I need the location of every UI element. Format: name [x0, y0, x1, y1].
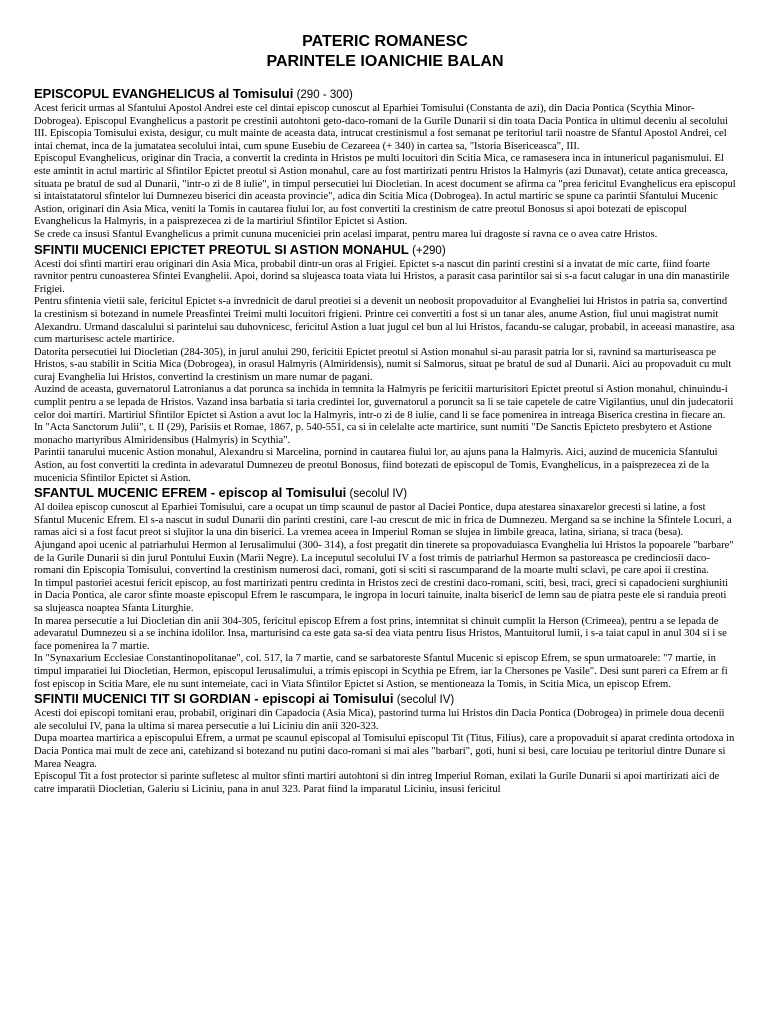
paragraph: Acest fericit urmas al Sfantului Apostol Andrei este cel dintai episcop cunoscut al Eparhiei Tomisului (Constanta de azi), din Dacia Pontica (Scythia Minor-Dobrogea). Episcopul Evanghelicus a pastorit pe crestinii autohtoni geto-daco-romani de la Gurile Dunarii si din toata Dacia Pontica in ultimul deceniu al secolului III. Episcopia Tomisului exista, desigur, cu mult mainte de aceasta data, intrucat crestinismul a fost semanat pe teritoriul tarii noastre de Sfantul Apostol Andrei, cel intai chemat, inca de la jumatatea secolului intai, cum spune Eusebiu de Cezareea (+ 340) in cartea sa, "Istoria Bisericeasca", III.	[34, 103, 728, 152]
paragraph: Episcopul Evanghelicus, originar din Tracia, a convertit la credinta in Hristos pe multi locuitori din Scitia Mica, ce ramasesera inca in intunericul paganismului. El este amintit in actul martiric al Sfintilor Epictet preotul si Astion monahul, care au fost martirizati pentru Hristos la Halmyris (azi Dunavat), cetate antica greceasca, situata pe bratul de sud al Dunarii, "intr-o zi de 8 iulie", in timpul persecutiei lui Diocletian. In acest document se afirma ca "prea fericitul Evanghelicus era episcopul si intaistatatorul sfintelor lui Dumnezeu biserici din aceasta provincie", adica din Scitia Mica (Dobrogea). In actul martiric se spune ca parintii Sfantului Mucenic Astion, originari din Asia Mica, veniti la Tomis in cautarea fiului lor, au fost convertiti la crestinism de catre preotul Bonosus si apoi botezati de episcopul Evanghelicus la Halmyris, in a paisprezecea zi de la martiriul Sfintilor Epictet si Astion.	[34, 153, 736, 228]
paragraph: Se crede ca insusi Sfantul Evanghelicus a primit cununa muceniciei prin acelasi imparat, pentru marea lui dragoste si ravna ce o avea catre Hristos.	[34, 228, 658, 240]
document-body	[34, 86, 736, 796]
document-title: PATERIC ROMANESC	[302, 33, 468, 50]
section-heading-title: SFINTII MUCENICI EPICTET PREOTUL SI ASTION MONAHUL	[34, 241, 409, 257]
section-heading-title: EPISCOPUL EVANGHELICUS al Tomisului	[34, 86, 294, 101]
section-heading-date: (290 - 300)	[296, 89, 353, 101]
section-heading-title: SFINTII MUCENICI TIT SI GORDIAN - episcopi ai Tomisului	[34, 691, 394, 707]
section-heading-date: (secolul IV)	[396, 694, 455, 707]
paragraph: Acesti doi sfinti martiri erau originari din Asia Mica, probabil dintr-un oras al Frigiei. Epictet s-a nascut din parinti crestini si a invatat de mic carte, fiind foarte ravnitor pentru cunoasterea Sfintei Evanghelii. Apoi, dorind sa slujeasca toata viata lui Hristos, a parasit casa parintilor sai si s-a facut calugar in una din manastirile Frigiei.	[34, 258, 730, 295]
section-heading	[34, 691, 736, 708]
section-heading	[34, 485, 736, 502]
section	[34, 691, 736, 796]
paragraph: Datorita persecutiei lui Diocletian (284-305), in jurul anului 290, fericitii Epictet preotul si Astion monahul si-au parasit patria lor si, ravnind sa marturiseasca pe Hristos, s-au stabilit in Scitia Mica (Dobrogea), in orasul Halmyris (Almiridensis), numit si Salmorus, situat pe bratul de sud al Dunarii. Aici au propovaduit cu mult curaj Evanghelia lui Hristos, convertind la crestinism un mare numar de pagani.	[34, 346, 732, 383]
paragraph: Auzind de aceasta, guvernatorul Latronianus a dat porunca sa inchida in temnita la Halmyris pe fericitii marturisitori Epictet preotul si Astion monahul, chinuindu-i cumplit pentru a se lepada de Hristos. Vazand insa barbatia si taria credintei lor, guvernatorul a poruncit sa li se taie capetele de catre Vigilantius, unul din judecatorii celor doi martiri. Martiriul Sfintilor Epictet si Astion a avut loc la Halmyris, intr-o zi de 8 iulie, cand li se face pomenirea in intreaga Biserica crestina in fiecare an. In "Acta Sanctorum Julii", t. II (29), Parisiis et Romae, 1867, p. 540-551, ca si in celelalte acte martirice, sunt numiti "De Sanctis Epicteto presbytero et Astione monacho martyribus Almiridensibus (Halmyris) in Scythia".	[34, 384, 734, 446]
paragraph: Acesti doi episcopi tomitani erau, probabil, originari din Capadocia (Asia Mica), pastorind turma lui Hristos din Dacia Pontica (Dobrogea) in primele doua decenii ale secolului IV, pana la ultima si marea persecutie a lui Liciniu din anii 320-323.	[34, 708, 725, 732]
section-heading	[34, 86, 736, 103]
paragraph: In timpul pastoriei acestui fericit episcop, au fost martirizati pentru credinta in Hristos zeci de crestini daco-romani, sciti, besi, traci, greci si capadocieni surghiuniti in Dacia Pontica, ale caror sfinte moaste episcopul Efrem le rascumpara, le ingropa in locuri tainuite, inalta bisericI de lemn sau de piatra peste ele si randuia preoti sa slujeasca noaptea Sfanta Liturghie.	[34, 577, 729, 614]
paragraph: Ajungand apoi ucenic al patriarhului Hermon al Ierusalimului (300- 314), a fost pregatit din tinerete sa propovaduiasca Evanghelia lui Hristos la popoarele "barbare" de la Gurile Dunarii si din jurul Pontului Euxin (Marii Negre). La inceputul secolului IV a fost trimis de patriarhul Hermon sa pastoreasca pe credinciosii daco-romani din Episcopia Tomisului, convertind la crestinism numerosi daci, romani, goti si sciti si rascumparand de la moarte multi sclavi, pe care apoi ii crestina.	[34, 540, 734, 577]
paragraph: Pentru sfintenia vietii sale, fericitul Epictet s-a invrednicit de darul preotiei si a devenit un neobosit propovaduitor al Evangheliei lui Hristos in patria sa, convertind la crestinism si botezand in numele Preasfintei Treimi multi locuitori frigieni. Printre cei convertiti a fost si un tanar ales, anume Astion, fiul unui magistrat numit Alexandru. Urmand dascalului si parintelui sau duhovnicesc, fericitul Astion a luat jugul cel bun al lui Hristos, facandu-se calugar, probabil, in aceeasi manastire, asa cum marturisesc actele martirice.	[34, 296, 735, 346]
paragraph: Episcopul Tit a fost protector si parinte sufletesc al multor sfinti martiri autohtoni si din intreg Imperiul Roman, exilati la Gurile Dunarii si apoi martirizati aici de catre imparatii Diocletian, Galeriu si Liciniu, pana in anul 323. Parat fiind la imparatul Liciniu, insusi fericitul	[34, 771, 720, 795]
paragraph: Dupa moartea martirica a episcopului Efrem, a urmat pe scaunul episcopal al Tomisului episcopul Tit (Titus, Filius), care a propovaduit si aparat credinta ortodoxa in Dacia Pontica mai mult de zece ani, catehizand si botezand nu putini daco-romani si mai ales "barbari", goti, huni si besi, care locuiau pe teritoriul dintre Dunare si Marea Neagra.	[34, 733, 735, 770]
section-heading-title: SFANTUL MUCENIC EFREM - episcop al Tomisului	[34, 485, 347, 501]
paragraph: In "Synaxarium Ecclesiae Constantinopolitanae", col. 517, la 7 martie, cand se sarbatoreste Sfantul Mucenic si episcop Efrem, se spun urmatoarele: "7 martie, in timpul imparatiei lui Diocletian, Hermon, episcopul Ierusalimului, a trimis episcopi in Scythia pe Efrem, iar la Chersones pe Vasile". Desi sunt pareri ca Efrem ar fi fost episcop in Scitia Mare, ele nu sunt intemeiate, caci in Viata Sfintilor Epictet si Astion, se mentioneaza la Tomis, in Scitia Mica, un episcop Efrem.	[34, 653, 728, 690]
section-heading	[34, 242, 736, 259]
document-subtitle: PARINTELE IOANICHIE BALAN	[266, 53, 504, 70]
section	[34, 485, 736, 691]
section	[34, 86, 736, 242]
paragraph: In marea persecutie a lui Diocletian din anii 304-305, fericitul episcop Efrem a fost prins, intemnitat si chinuit cumplit la Herson (Crimeea), pentru a se lepada de adevaratul Dumnezeu si a se inchina idolilor. Insa, marturisind ca este gata sa-si dea viata pentru Iisus Hristos, Mantuitorul lumii, i s-a taiat capul in anul 304 si i se face pomenirea la 7 martie.	[34, 615, 727, 652]
section	[34, 242, 736, 486]
section-heading-date: (+290)	[412, 244, 446, 257]
paragraph: Al doilea episcop cunoscut al Eparhiei Tomisului, care a ocupat un timp scaunul de pastor al Daciei Pontice, dupa atestarea sinaxarelor grecesti si latine, a fost Sfantul Mucenic Efrem. El s-a nascut in sudul Dunarii din parinti crestini, care l-au crescut de mic in frica de Dumnezeu. Mergand sa se inchine la Sfintele Locuri, a ramas aici si a fost facut preot si slujitor la una din biserici. La vremea aceea in Imperiul Roman se slujea in limbile greaca, latina, siriana, si traca (besa).	[34, 502, 732, 539]
section-heading-date: (secolul IV)	[349, 488, 408, 501]
paragraph: Parintii tanarului mucenic Astion monahul, Alexandru si Marcelina, pornind in cautarea fiului lor, au ajuns pana la Halmyris. Aici, auzind de mucenicia Sfantului Astion, au fost convertiti la credinta in adevaratul Dumnezeu de preotul Bonosus, fiind botezati de episcopul de Tomis, Evanghelicus, in a paisprezecea zi de la mucenicia Sfintilor Epictet si Astion.	[34, 447, 718, 484]
